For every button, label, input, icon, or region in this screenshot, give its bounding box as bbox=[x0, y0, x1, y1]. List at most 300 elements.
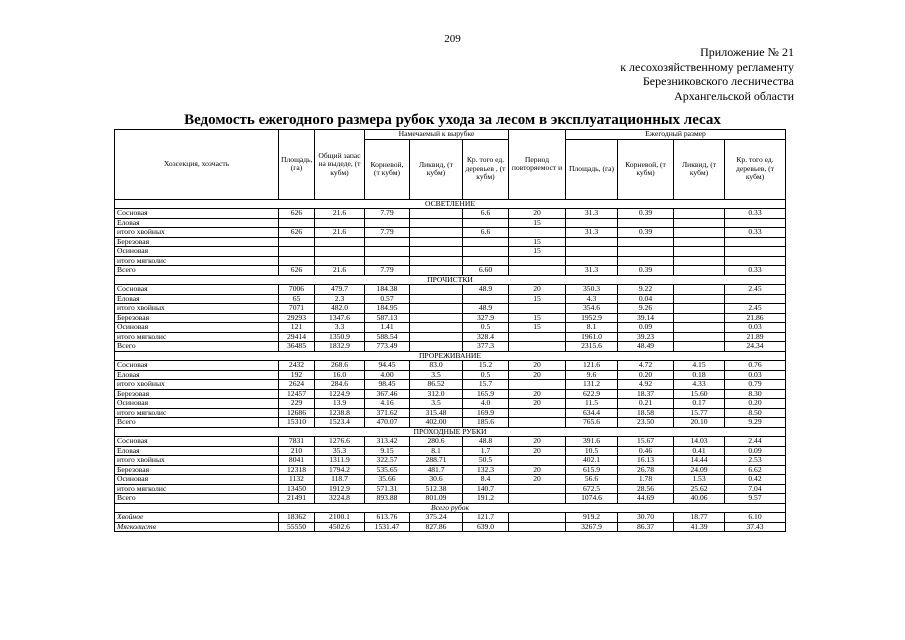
table-cell: 6.10 bbox=[725, 513, 786, 523]
table-cell: 1238.8 bbox=[315, 408, 365, 418]
table-cell: 801.09 bbox=[410, 494, 463, 504]
table-cell: 2624 bbox=[279, 380, 315, 390]
table-cell: 20 bbox=[509, 475, 566, 485]
table-cell bbox=[410, 237, 463, 247]
table-cell: 0.09 bbox=[618, 323, 674, 333]
table-cell: 6.62 bbox=[725, 465, 786, 475]
table-cell: 39.23 bbox=[618, 332, 674, 342]
table-cell bbox=[618, 256, 674, 266]
table-row bbox=[115, 456, 786, 466]
table-cell: 8.4 bbox=[463, 475, 509, 485]
table-row bbox=[115, 494, 786, 504]
table-cell: 21.86 bbox=[725, 313, 786, 323]
table-cell: 24.09 bbox=[674, 465, 725, 475]
table-cell: 185.6 bbox=[463, 418, 509, 428]
table-cell: 626 bbox=[279, 209, 315, 219]
table-cell: 15.67 bbox=[618, 437, 674, 447]
table-cell bbox=[509, 342, 566, 352]
header-annual-area: Площадь, (га) bbox=[566, 139, 618, 199]
table-cell bbox=[279, 256, 315, 266]
table-cell bbox=[279, 218, 315, 228]
table-cell: 21.6 bbox=[315, 228, 365, 238]
table-cell: 39.14 bbox=[618, 313, 674, 323]
table-cell: 20 bbox=[509, 465, 566, 475]
table-cell: 327.9 bbox=[463, 313, 509, 323]
table-cell: 1.41 bbox=[365, 323, 410, 333]
row-label: Мягколиств bbox=[115, 522, 279, 532]
table-cell: 26.78 bbox=[618, 465, 674, 475]
table-cell: 21.6 bbox=[315, 266, 365, 276]
header-period: Период повторяемост и bbox=[509, 130, 566, 200]
table-cell: 571.31 bbox=[365, 484, 410, 494]
table-cell: 35.3 bbox=[315, 446, 365, 456]
table-cell: 131.2 bbox=[566, 380, 618, 390]
table-cell: 20 bbox=[509, 437, 566, 447]
table-cell: 0.57 bbox=[365, 294, 410, 304]
table-cell: 315.48 bbox=[410, 408, 463, 418]
table-row bbox=[115, 218, 786, 228]
table-cell bbox=[509, 304, 566, 314]
table-cell: 4.3 bbox=[566, 294, 618, 304]
row-label: Всего bbox=[115, 342, 279, 352]
table-cell: 1074.6 bbox=[566, 494, 618, 504]
table-cell: 588.54 bbox=[365, 332, 410, 342]
page-number: 209 bbox=[444, 33, 461, 45]
table-cell bbox=[410, 332, 463, 342]
table-cell bbox=[674, 209, 725, 219]
row-label: Осиновая bbox=[115, 247, 279, 257]
row-label: итого хвойных bbox=[115, 456, 279, 466]
table-cell: 48.9 bbox=[463, 285, 509, 295]
table-cell: 0.20 bbox=[725, 399, 786, 409]
table-cell: 350.3 bbox=[566, 285, 618, 295]
table-cell bbox=[674, 313, 725, 323]
table-cell: 35.66 bbox=[365, 475, 410, 485]
table-cell: 9.57 bbox=[725, 494, 786, 504]
table-cell bbox=[410, 218, 463, 228]
table-cell: 24.34 bbox=[725, 342, 786, 352]
table-row bbox=[115, 304, 786, 314]
section-title: ОСВЕТЛЕНИЕ bbox=[115, 199, 786, 209]
table-cell bbox=[618, 247, 674, 257]
table-row bbox=[115, 285, 786, 295]
table-cell: 15 bbox=[509, 247, 566, 257]
table-cell: 481.7 bbox=[410, 465, 463, 475]
table-cell: 482.0 bbox=[315, 304, 365, 314]
table-cell: 322.57 bbox=[365, 456, 410, 466]
table-cell bbox=[410, 304, 463, 314]
row-label: Еловая bbox=[115, 446, 279, 456]
table-cell: 29414 bbox=[279, 332, 315, 342]
section-header-row bbox=[115, 503, 786, 513]
table-cell: 15.77 bbox=[674, 408, 725, 418]
table-cell: 919.2 bbox=[566, 513, 618, 523]
row-label: Березовая bbox=[115, 237, 279, 247]
table-cell: 36485 bbox=[279, 342, 315, 352]
table-cell bbox=[410, 294, 463, 304]
table-cell bbox=[509, 380, 566, 390]
table-cell: 765.6 bbox=[566, 418, 618, 428]
table-cell: 118.7 bbox=[315, 475, 365, 485]
table-cell bbox=[674, 247, 725, 257]
table-cell bbox=[674, 304, 725, 314]
table-cell: 12686 bbox=[279, 408, 315, 418]
table-cell: 83.0 bbox=[410, 361, 463, 371]
table-cell: 0.33 bbox=[725, 209, 786, 219]
table-cell: 7.79 bbox=[365, 266, 410, 276]
table-cell: 20 bbox=[509, 399, 566, 409]
table-cell: 98.45 bbox=[365, 380, 410, 390]
table-cell: 6.6 bbox=[463, 209, 509, 219]
table-cell bbox=[618, 218, 674, 228]
table-row bbox=[115, 266, 786, 276]
table-cell: 16.13 bbox=[618, 456, 674, 466]
table-row bbox=[115, 484, 786, 494]
table-cell: 893.88 bbox=[365, 494, 410, 504]
row-label: Еловая bbox=[115, 294, 279, 304]
table-cell: 587.13 bbox=[365, 313, 410, 323]
table-cell: 7831 bbox=[279, 437, 315, 447]
table-cell: 0.46 bbox=[618, 446, 674, 456]
table-cell: 37.43 bbox=[725, 522, 786, 532]
table-cell bbox=[674, 342, 725, 352]
section-header-row bbox=[115, 199, 786, 209]
table-cell: 827.86 bbox=[410, 522, 463, 532]
table-cell bbox=[279, 247, 315, 257]
table-cell: 3224.8 bbox=[315, 494, 365, 504]
table-cell bbox=[725, 256, 786, 266]
table-cell bbox=[410, 209, 463, 219]
table-cell: 18.77 bbox=[674, 513, 725, 523]
section-header-row bbox=[115, 427, 786, 437]
table-cell bbox=[315, 218, 365, 228]
table-cell: 0.03 bbox=[725, 370, 786, 380]
table-cell bbox=[463, 294, 509, 304]
table-row bbox=[115, 399, 786, 409]
table-cell bbox=[566, 237, 618, 247]
table-cell: 0.21 bbox=[618, 399, 674, 409]
table-cell: 2315.6 bbox=[566, 342, 618, 352]
table-cell: 6.6 bbox=[463, 228, 509, 238]
table-cell bbox=[509, 408, 566, 418]
table-cell: 12457 bbox=[279, 389, 315, 399]
table-cell bbox=[509, 456, 566, 466]
header-annual-root: Корневой, (т кубм) bbox=[618, 139, 674, 199]
header-total-stock: Общий запас на выдеде, (т кубм) bbox=[315, 130, 365, 200]
table-cell: 402.1 bbox=[566, 456, 618, 466]
table-cell: 23.50 bbox=[618, 418, 674, 428]
table-cell: 7.04 bbox=[725, 484, 786, 494]
table-cell: 0.5 bbox=[463, 323, 509, 333]
section-title: ПРОРЕЖИВАНИЕ bbox=[115, 351, 786, 361]
table-row bbox=[115, 389, 786, 399]
table-cell: 21.89 bbox=[725, 332, 786, 342]
table-cell bbox=[566, 256, 618, 266]
table-cell: 9.22 bbox=[618, 285, 674, 295]
table-cell: 41.39 bbox=[674, 522, 725, 532]
table-row bbox=[115, 237, 786, 247]
section-title: ПРОХОДНЫЕ РУБКИ bbox=[115, 427, 786, 437]
table-cell: 0.42 bbox=[725, 475, 786, 485]
table-cell: 2.3 bbox=[315, 294, 365, 304]
table-cell: 9.26 bbox=[618, 304, 674, 314]
table-cell: 30.70 bbox=[618, 513, 674, 523]
row-label: Березовая bbox=[115, 313, 279, 323]
table-cell: 0.18 bbox=[674, 370, 725, 380]
table-cell: 165.9 bbox=[463, 389, 509, 399]
table-cell bbox=[410, 323, 463, 333]
header-liquid: Ликвид, (т кубм) bbox=[410, 139, 463, 199]
row-label: итого хвойных bbox=[115, 380, 279, 390]
table-row bbox=[115, 380, 786, 390]
table-cell: 288.71 bbox=[410, 456, 463, 466]
table-cell: 86.37 bbox=[618, 522, 674, 532]
table-cell: 121 bbox=[279, 323, 315, 333]
table-cell: 15310 bbox=[279, 418, 315, 428]
table-cell: 15.60 bbox=[674, 389, 725, 399]
table-cell: 4.00 bbox=[365, 370, 410, 380]
table-row bbox=[115, 247, 786, 257]
table-cell: 0.04 bbox=[618, 294, 674, 304]
table-cell: 192 bbox=[279, 370, 315, 380]
row-label: итого мягколис bbox=[115, 332, 279, 342]
table-cell: 8.30 bbox=[725, 389, 786, 399]
table-cell bbox=[674, 218, 725, 228]
table-cell bbox=[725, 218, 786, 228]
table-cell bbox=[315, 237, 365, 247]
table-cell: 140.7 bbox=[463, 484, 509, 494]
table-cell: 4.33 bbox=[674, 380, 725, 390]
table-cell bbox=[410, 228, 463, 238]
table-cell: 2.45 bbox=[725, 285, 786, 295]
table-cell: 672.5 bbox=[566, 484, 618, 494]
table-cell bbox=[674, 285, 725, 295]
table-cell bbox=[365, 256, 410, 266]
table-cell: 3267.9 bbox=[566, 522, 618, 532]
table-cell: 0.09 bbox=[725, 446, 786, 456]
table-cell: 18362 bbox=[279, 513, 315, 523]
table-cell bbox=[410, 285, 463, 295]
table-cell: 48.9 bbox=[463, 304, 509, 314]
table-cell: 7.79 bbox=[365, 228, 410, 238]
table-row bbox=[115, 513, 786, 523]
table-row bbox=[115, 342, 786, 352]
section-title: ПРОЧИСТКИ bbox=[115, 275, 786, 285]
table-row bbox=[115, 209, 786, 219]
row-label: Осиновая bbox=[115, 475, 279, 485]
table-cell bbox=[509, 513, 566, 523]
table-cell: 371.62 bbox=[365, 408, 410, 418]
table-cell: 313.42 bbox=[365, 437, 410, 447]
table-cell bbox=[463, 237, 509, 247]
header-root: Корневой, (т кубм) bbox=[365, 139, 410, 199]
table-row bbox=[115, 313, 786, 323]
table-cell: 15 bbox=[509, 237, 566, 247]
row-label: Всего bbox=[115, 494, 279, 504]
table-cell: 18.58 bbox=[618, 408, 674, 418]
table-cell: 3.3 bbox=[315, 323, 365, 333]
table-cell bbox=[725, 294, 786, 304]
table-cell: 377.3 bbox=[463, 342, 509, 352]
row-label: итого хвойных bbox=[115, 228, 279, 238]
header-annual-incl: Кр. того ед. деревьев, (т кубм) bbox=[725, 139, 786, 199]
table-cell: 15 bbox=[509, 218, 566, 228]
table-cell: 1.7 bbox=[463, 446, 509, 456]
table-cell: 16.0 bbox=[315, 370, 365, 380]
table-cell: 48.49 bbox=[618, 342, 674, 352]
table-cell: 94.45 bbox=[365, 361, 410, 371]
table-cell: 210 bbox=[279, 446, 315, 456]
table-cell: 4.15 bbox=[674, 361, 725, 371]
table-cell: 1350.9 bbox=[315, 332, 365, 342]
table-cell: 44.69 bbox=[618, 494, 674, 504]
table-cell: 470.07 bbox=[365, 418, 410, 428]
table-cell: 1523.4 bbox=[315, 418, 365, 428]
table-cell: 18.37 bbox=[618, 389, 674, 399]
row-label: Березовая bbox=[115, 465, 279, 475]
appendix-block bbox=[620, 45, 794, 103]
table-cell: 0.76 bbox=[725, 361, 786, 371]
table-cell: 14.03 bbox=[674, 437, 725, 447]
table-cell: 56.6 bbox=[566, 475, 618, 485]
table-cell: 1.53 bbox=[674, 475, 725, 485]
row-label: итого хвойных bbox=[115, 304, 279, 314]
table-cell: 613.76 bbox=[365, 513, 410, 523]
appendix-line: Архангельской области bbox=[674, 88, 794, 103]
table-cell: 28.56 bbox=[618, 484, 674, 494]
table-cell: 367.46 bbox=[365, 389, 410, 399]
table-cell: 268.6 bbox=[315, 361, 365, 371]
table-cell bbox=[463, 218, 509, 228]
table-row bbox=[115, 408, 786, 418]
table-cell: 31.3 bbox=[566, 228, 618, 238]
table-cell: 15.7 bbox=[463, 380, 509, 390]
table-cell bbox=[674, 323, 725, 333]
table-row bbox=[115, 294, 786, 304]
row-label: Еловая bbox=[115, 218, 279, 228]
table-cell: 7.79 bbox=[365, 209, 410, 219]
table-cell: 65 bbox=[279, 294, 315, 304]
table-cell bbox=[509, 266, 566, 276]
table-cell: 402.00 bbox=[410, 418, 463, 428]
table-cell: 2.53 bbox=[725, 456, 786, 466]
table-cell: 4.92 bbox=[618, 380, 674, 390]
table-cell: 12318 bbox=[279, 465, 315, 475]
table-cell: 48.8 bbox=[463, 437, 509, 447]
table-cell bbox=[674, 332, 725, 342]
table-cell: 0.33 bbox=[725, 266, 786, 276]
table-cell: 40.06 bbox=[674, 494, 725, 504]
table-cell: 0.17 bbox=[674, 399, 725, 409]
header-farm: Хозсекция, хозчасть bbox=[115, 130, 279, 200]
table-cell bbox=[725, 247, 786, 257]
header-area: Площадь, (га) bbox=[279, 130, 315, 200]
table-cell bbox=[509, 494, 566, 504]
table-cell: 8041 bbox=[279, 456, 315, 466]
table-cell bbox=[674, 294, 725, 304]
table-cell bbox=[566, 218, 618, 228]
table-cell: 0.03 bbox=[725, 323, 786, 333]
table-cell: 773.49 bbox=[365, 342, 410, 352]
table-cell bbox=[509, 332, 566, 342]
table-cell bbox=[725, 237, 786, 247]
section-header-row bbox=[115, 275, 786, 285]
table-cell: 280.6 bbox=[410, 437, 463, 447]
table-cell: 20 bbox=[509, 389, 566, 399]
header-incl-wood: Кр. того ед. деревьев , (т кубм) bbox=[463, 139, 509, 199]
table-cell: 121.7 bbox=[463, 513, 509, 523]
table-cell bbox=[410, 313, 463, 323]
table-cell: 3.5 bbox=[410, 370, 463, 380]
row-label: итого мягколис bbox=[115, 256, 279, 266]
table-cell: 375.24 bbox=[410, 513, 463, 523]
table-cell: 626 bbox=[279, 228, 315, 238]
row-label: Сосновая bbox=[115, 437, 279, 447]
row-label: Сосновая bbox=[115, 209, 279, 219]
table-cell: 4.16 bbox=[365, 399, 410, 409]
table-cell: 55550 bbox=[279, 522, 315, 532]
table-cell bbox=[674, 237, 725, 247]
row-label: Еловая bbox=[115, 370, 279, 380]
table-cell: 191.2 bbox=[463, 494, 509, 504]
table-cell: 622.9 bbox=[566, 389, 618, 399]
table-cell: 639.0 bbox=[463, 522, 509, 532]
table-cell: 20.10 bbox=[674, 418, 725, 428]
table-cell: 391.6 bbox=[566, 437, 618, 447]
table-cell: 2.44 bbox=[725, 437, 786, 447]
table-cell: 9.6 bbox=[566, 370, 618, 380]
table-cell: 20 bbox=[509, 370, 566, 380]
table-cell: 6.60 bbox=[463, 266, 509, 276]
table-cell bbox=[410, 342, 463, 352]
table-cell: 31.3 bbox=[566, 209, 618, 219]
row-label: Хвойное bbox=[115, 513, 279, 523]
table-cell: 14.44 bbox=[674, 456, 725, 466]
table-row bbox=[115, 522, 786, 532]
table-cell: 1276.6 bbox=[315, 437, 365, 447]
row-label: Всего bbox=[115, 266, 279, 276]
table-row bbox=[115, 437, 786, 447]
table-row bbox=[115, 465, 786, 475]
table-cell bbox=[509, 484, 566, 494]
table-cell bbox=[365, 237, 410, 247]
table-cell: 0.39 bbox=[618, 228, 674, 238]
row-label: Березовая bbox=[115, 389, 279, 399]
table-cell: 20 bbox=[509, 285, 566, 295]
table-cell: 1132 bbox=[279, 475, 315, 485]
table-cell: 1832.9 bbox=[315, 342, 365, 352]
table-cell: 20 bbox=[509, 209, 566, 219]
table-cell: 15 bbox=[509, 294, 566, 304]
table-cell: 4.72 bbox=[618, 361, 674, 371]
table-cell bbox=[315, 247, 365, 257]
table-cell: 312.0 bbox=[410, 389, 463, 399]
table-cell: 13.9 bbox=[315, 399, 365, 409]
table-cell: 15 bbox=[509, 323, 566, 333]
table-cell: 8.1 bbox=[566, 323, 618, 333]
table-row bbox=[115, 332, 786, 342]
table-cell: 2432 bbox=[279, 361, 315, 371]
table-cell: 20 bbox=[509, 361, 566, 371]
table-row bbox=[115, 418, 786, 428]
table-cell: 25.62 bbox=[674, 484, 725, 494]
table-cell bbox=[509, 256, 566, 266]
table-cell: 1952.9 bbox=[566, 313, 618, 323]
table-cell: 1224.9 bbox=[315, 389, 365, 399]
table-cell: 1961.0 bbox=[566, 332, 618, 342]
table-cell: 21.6 bbox=[315, 209, 365, 219]
row-label: итого мягколис bbox=[115, 408, 279, 418]
